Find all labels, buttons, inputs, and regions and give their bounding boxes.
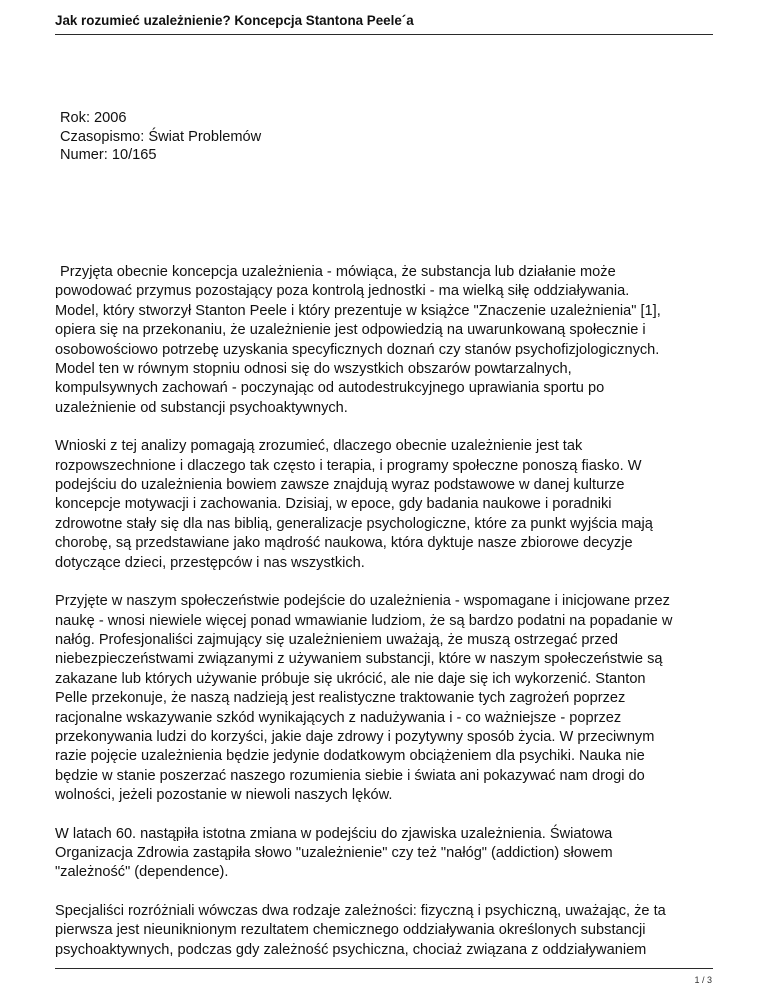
paragraph: Przyjęta obecnie koncepcja uzależnienia - mówiąca, że substancja lub działanie może powodować przymus pozostający poza kontrolą jednostki - ma wielką siłę oddziaływania. Model, który stworzył Stanton Peele i który prezentuje w książce "Znaczenie uzależnienia" [1], opiera się na przekonaniu, że uzależnienie jest odpowiedzią na uwarunkowaną społecznie i osobowościowo potrzebę uzyskania specyficznych doznań czy stanów psychofizjologicznych. Model ten w równym stopniu odnosi się do wszystkich obszarów powtarzalnych, kompulsywnych zachowań - poczynając od autodestrukcyjnego uprawiania sportu po uzależnienie od substancji psychoaktywnych. xyxy=(55,264,661,416)
meta-issue: Numer: 10/165 xyxy=(60,147,157,163)
paragraph: Specjaliści rozróżniali wówczas dwa rodzaje zależności: fizyczną i psychiczną, uważając, że ta pierwsza jest nieuniknionym rezultatem chemicznego oddziaływania określonych substancji psychoaktywnych, podczas gdy zależność psychiczna, chociaż związana z oddziaływaniem xyxy=(55,902,666,958)
header-divider xyxy=(55,34,713,35)
meta-journal: Czasopismo: Świat Problemów xyxy=(60,128,262,145)
footer-divider xyxy=(55,968,713,969)
paragraph: Przyjęte w naszym społeczeństwie podejście do uzależnienia - wspomagane i inicjowane przez naukę - wnosi niewiele więcej ponad wmawianie ludziom, że są bardzo podatni na popadanie w nałóg. Profesjonaliści zajmujący się uzależnieniem uważają, że muszą ostrzegać przed niebezpieczeństwami związanymi z używaniem substancji, które w naszym społeczeństwie są zakazane lub których używanie próbuje się ukrócić, ale nie daje się ich wykorzenić. Stanton Pelle przekonuje, że naszą nadzieją jest realistyczne traktowanie tych zagrożeń poprzez racjonalne wskazywanie szkód wynikających z nadużywania i - co ważniejsze - poprzez przekonywania ludzi do korzyści, jakie daje zdrowy i pozytywny sposób życia. W przeciwnym razie pojęcie uzależnienia będzie jedynie dodatkowym obciążeniem dla psychiki. Nauka nie będzie w stanie poszerzać naszego rozumienia siebie i świata ani pokazywać nam drogi do wolności, jeżeli pozostanie w niewoli naszych lęków. xyxy=(55,593,673,804)
document-title: Jak rozumieć uzależnienie? Koncepcja Stantona Peele´a xyxy=(55,13,414,28)
paragraph: W latach 60. nastąpiła istotna zmiana w podejściu do zjawiska uzależnienia. Światowa Organizacja Zdrowia zastąpiła słowo "uzależnienie" czy też "nałóg" (addiction) słowem "zależność" (dependence). xyxy=(55,825,613,881)
article-body xyxy=(55,263,715,979)
meta-year: Rok: 2006 xyxy=(60,110,127,126)
page-number: 1 / 3 xyxy=(694,975,712,985)
article-metadata xyxy=(60,109,261,165)
paragraph: Wnioski z tej analizy pomagają zrozumieć, dlaczego obecnie uzależnienie jest tak rozpowszechnione i dlaczego tak często i terapia, i programy społeczne ponoszą fiasko. W podejściu do uzależnienia bowiem zawsze znajdują wyraz podstawowe w danej kulturze koncepcje motywacji i zachowania. Dzisiaj, w epoce, gdy badania naukowe i poradniki zdrowotne stały się dla nas biblią, generalizacje psychologiczne, które za punkt wyjścia mają chorobę, są przedstawiane jako mądrość naukowa, która dyktuje nasze zbiorowe decyzje dotyczące dzieci, przestępców i nas wszystkich. xyxy=(55,438,653,571)
